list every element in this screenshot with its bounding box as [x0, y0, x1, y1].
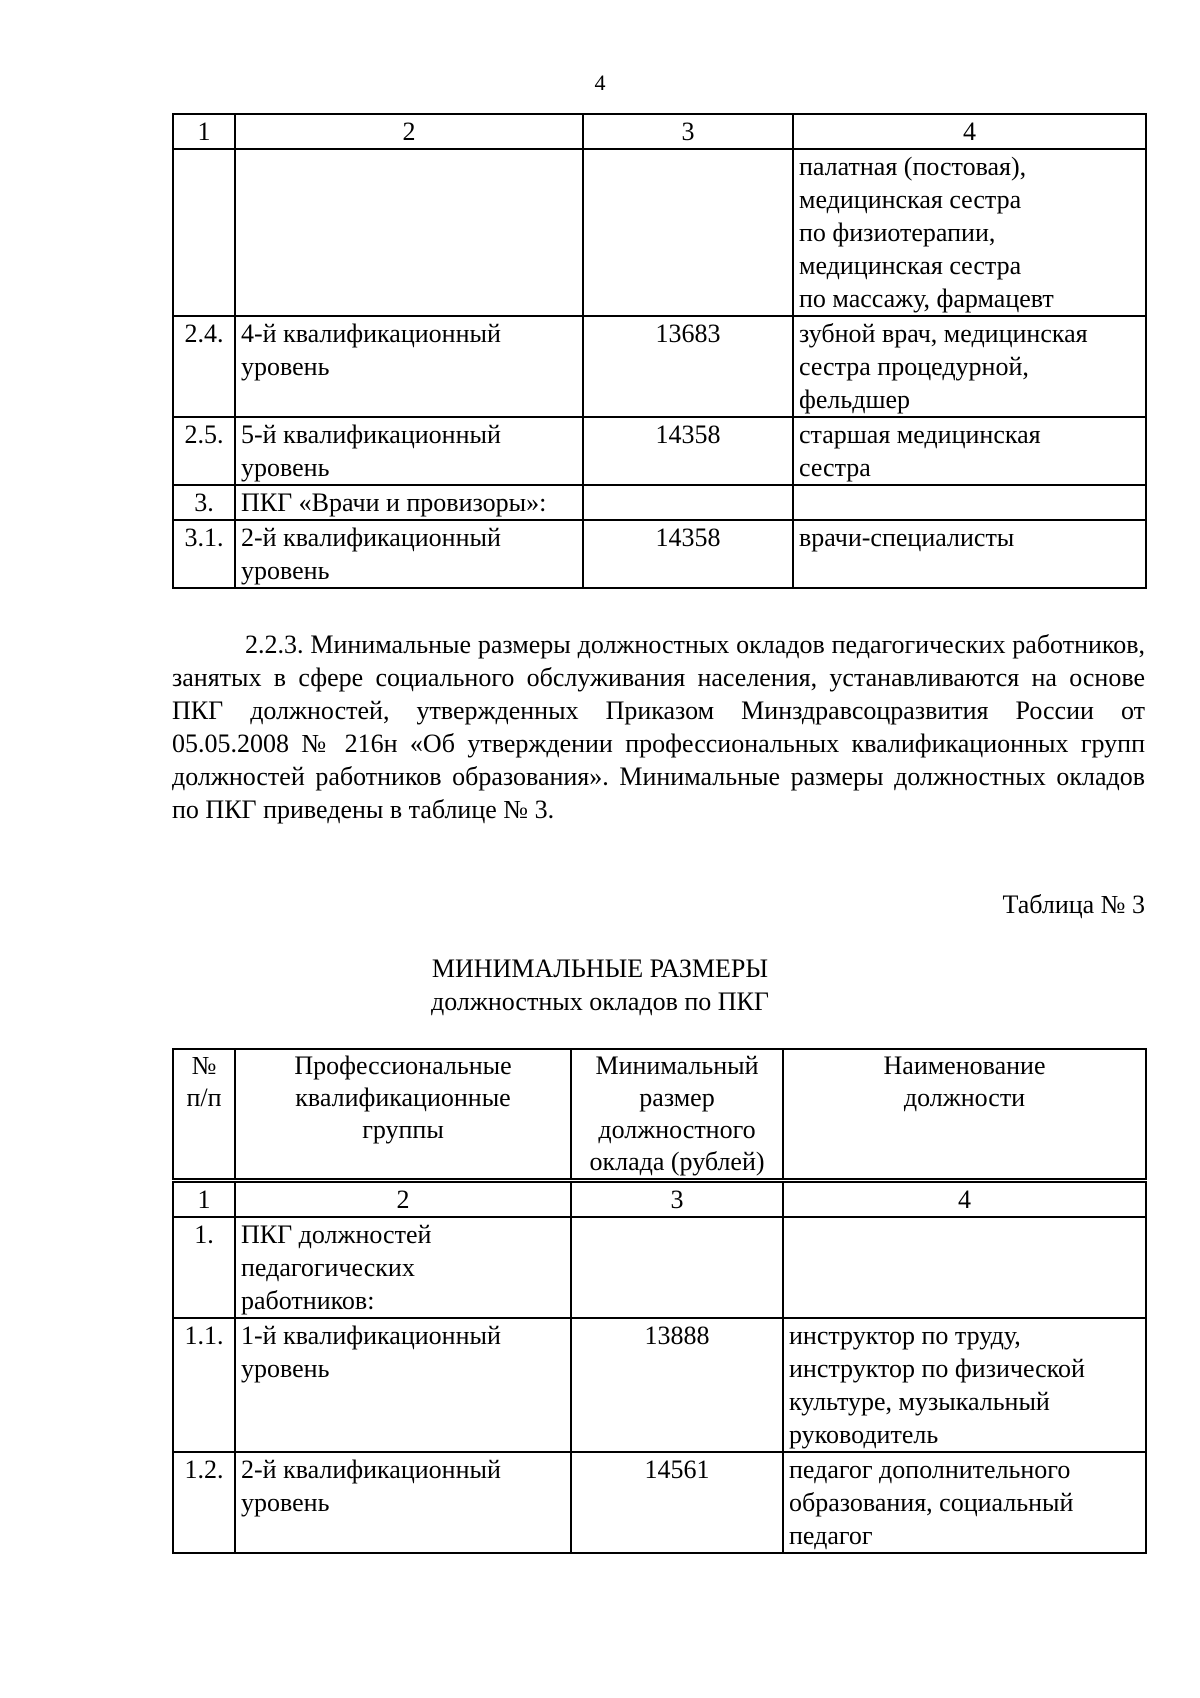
position-cell: старшая медицинская сестра [793, 417, 1146, 485]
column-number-cell: 2 [235, 114, 583, 149]
column-numbers-row [173, 1181, 1146, 1218]
salary-cell [583, 485, 793, 520]
position-cell: инструктор по труду, инструктор по физической культуре, музыкальный руководитель [783, 1318, 1146, 1452]
position-cell [783, 1217, 1146, 1318]
position-cell: зубной врач, медицинская сестра процедурной, фельдшер [793, 316, 1146, 417]
table-header-row [173, 1049, 1146, 1181]
row-number-cell: 1.2. [173, 1452, 235, 1553]
table-row [173, 417, 1146, 485]
column-number-cell: 1 [173, 1181, 235, 1218]
column-number-cell: 4 [783, 1181, 1146, 1218]
position-cell: палатная (постовая), медицинская сестра по физиотерапии, медицинская сестра по массажу, фармацевт [793, 149, 1146, 316]
table-row [173, 316, 1146, 417]
column-number-cell: 4 [793, 114, 1146, 149]
page-number: 4 [594, 70, 606, 95]
header-number-cell: № п/п [173, 1049, 235, 1181]
header-position-cell: Наименование должности [783, 1049, 1146, 1181]
salary-cell: 13888 [571, 1318, 783, 1452]
salary-cell: 13683 [583, 316, 793, 417]
column-number-cell: 3 [583, 114, 793, 149]
salary-cell: 14358 [583, 520, 793, 588]
position-cell [793, 485, 1146, 520]
row-number-cell: 1. [173, 1217, 235, 1318]
position-cell: педагог дополнительного образования, социальный педагог [783, 1452, 1146, 1553]
row-number-cell: 1.1. [173, 1318, 235, 1452]
header-salary-cell: Минимальный размер должностного оклада (рублей) [571, 1049, 783, 1181]
row-number-cell [173, 149, 235, 316]
table-label: Таблица № 3 [1002, 890, 1145, 919]
qualification-group-cell: ПКГ «Врачи и провизоры»: [235, 485, 583, 520]
qualification-group-cell [235, 149, 583, 316]
table-row [173, 1318, 1146, 1452]
qualification-group-cell: 2-й квалификационный уровень [235, 1452, 571, 1553]
table-title [0, 952, 1200, 1018]
row-number-cell: 3.1. [173, 520, 235, 588]
table-header-row [173, 114, 1146, 149]
qualification-group-cell: ПКГ должностей педагогических работников: [235, 1217, 571, 1318]
table-row [173, 485, 1146, 520]
table-subtitle-line: должностных окладов по ПКГ [431, 987, 769, 1016]
position-cell: врачи-специалисты [793, 520, 1146, 588]
column-number-cell: 2 [235, 1181, 571, 1218]
salary-cell: 14561 [571, 1452, 783, 1553]
table-row [173, 1452, 1146, 1553]
paragraph-text: 2.2.3. Минимальные размеры должностных окладов педагогических работников, занятых в сфере социального обслуживания населения, устанавливаются на основе ПКГ должностей, утвержденных Приказом Минздравсоцразвития России от 05.05.2008 № 216н «Об утверждении профессиональных квалификационных групп должностей работников образования». Минимальные размеры должностных окладов по ПКГ приведены в таблице № 3. [172, 630, 1145, 824]
column-number-cell: 1 [173, 114, 235, 149]
table-row [173, 520, 1146, 588]
qualification-group-cell: 2-й квалификационный уровень [235, 520, 583, 588]
table-row [173, 149, 1146, 316]
row-number-cell: 3. [173, 485, 235, 520]
salary-cell [583, 149, 793, 316]
salary-cell [571, 1217, 783, 1318]
salary-cell: 14358 [583, 417, 793, 485]
header-group-cell: Профессиональные квалификационные группы [235, 1049, 571, 1181]
salary-table-3 [172, 1048, 1147, 1554]
salary-table-continued [172, 113, 1147, 589]
row-number-cell: 2.5. [173, 417, 235, 485]
column-number-cell: 3 [571, 1181, 783, 1218]
qualification-group-cell: 4-й квалификационный уровень [235, 316, 583, 417]
row-number-cell: 2.4. [173, 316, 235, 417]
qualification-group-cell: 1-й квалификационный уровень [235, 1318, 571, 1452]
table-title-line: МИНИМАЛЬНЫЕ РАЗМЕРЫ [431, 954, 769, 983]
qualification-group-cell: 5-й квалификационный уровень [235, 417, 583, 485]
table-row [173, 1217, 1146, 1318]
body-paragraph [172, 628, 1145, 826]
